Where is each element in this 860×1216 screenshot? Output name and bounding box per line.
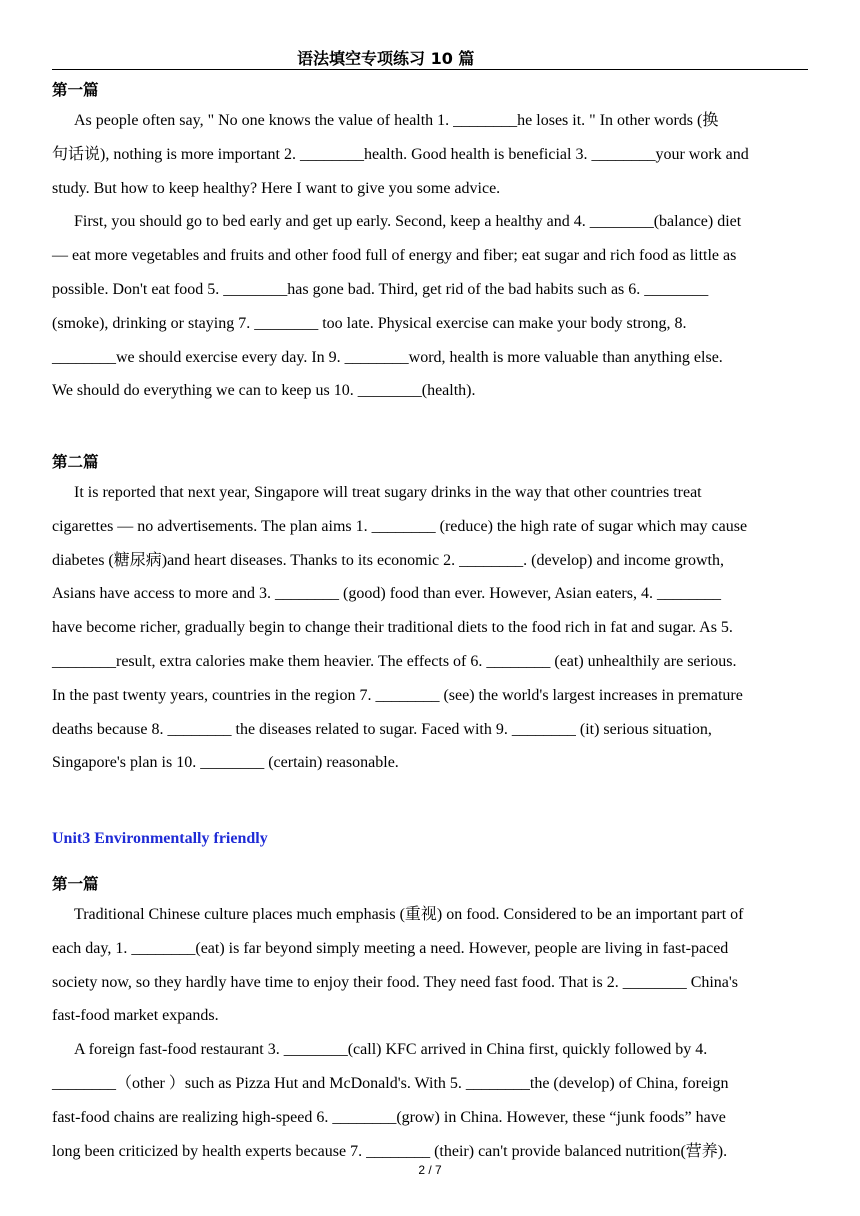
text-line: cigarettes — no advertisements. The plan aims 1. ________ (reduce) the high rate of sugar which may cause xyxy=(52,517,748,535)
section-label-1: 第一篇 xyxy=(52,81,99,99)
section-label-2: 第二篇 xyxy=(52,453,99,471)
text-line: fast-food market expands. xyxy=(52,1007,219,1025)
text-line: each day, 1. ________(eat) is far beyond simply meeting a need. However, people are living in fast-paced xyxy=(52,939,729,957)
text-line: Traditional Chinese culture places much emphasis (重视) on food. Considered to be an important part of xyxy=(74,906,744,923)
text-line: have become richer, gradually begin to change their traditional diets to the food rich in fat and sugar. As 5. xyxy=(52,619,733,637)
text-line: deaths because 8. ________ the diseases related to sugar. Faced with 9. ________ (it) serious situation, xyxy=(52,720,712,738)
text-line: We should do everything we can to keep us 10. ________(health). xyxy=(52,382,476,400)
text-line: fast-food chains are realizing high-speed 6. ________(grow) in China. However, these “junk foods” have xyxy=(52,1108,726,1126)
passage-3 xyxy=(52,898,808,1168)
text-line: ________we should exercise every day. In 9. ________word, health is more valuable than anything else. xyxy=(52,348,723,366)
text-line: As people often say, " No one knows the value of health 1. ________he loses it. " In other words (换 xyxy=(74,112,719,129)
text-line: Singapore's plan is 10. ________ (certain) reasonable. xyxy=(52,754,399,772)
text-line: study. But how to keep healthy? Here I want to give you some advice. xyxy=(52,179,501,197)
text-line: ________result, extra calories make them heavier. The effects of 6. ________ (eat) unhealthily are serious. xyxy=(52,652,737,670)
unit-heading: Unit3 Environmentally friendly xyxy=(52,830,268,847)
page-number: 2 / 7 xyxy=(418,1163,442,1177)
text-line: First, you should go to bed early and get up early. Second, keep a healthy and 4. ________(balance) diet xyxy=(74,213,742,231)
passage-1 xyxy=(52,104,808,408)
header-divider xyxy=(52,69,808,70)
document-title: 语法填空专项练习 10 篇 xyxy=(297,49,475,68)
text-line: It is reported that next year, Singapore will treat sugary drinks in the way that other countries treat xyxy=(74,484,702,501)
text-line: A foreign fast-food restaurant 3. ________(call) KFC arrived in China first, quickly followed by 4. xyxy=(74,1041,708,1059)
text-line: Asians have access to more and 3. ________ (good) food than ever. However, Asian eaters, 4. ________ xyxy=(52,585,721,603)
text-line: diabetes (糖尿病)and heart diseases. Thanks to its economic 2. ________. (develop) and income growth, xyxy=(52,551,724,569)
text-line: society now, so they hardly have time to enjoy their food. They need fast food. That is 2. ________ China's xyxy=(52,973,739,991)
text-line: In the past twenty years, countries in the region 7. ________ (see) the world's largest increases in premature xyxy=(52,686,743,704)
text-line: ________（other ）such as Pizza Hut and McDonald's. With 5. ________the (develop) of China, foreign xyxy=(52,1074,729,1092)
passage-2 xyxy=(52,476,808,780)
text-line: 句话说), nothing is more important 2. ________health. Good health is beneficial 3. ________your work and xyxy=(52,145,749,163)
text-line: possible. Don't eat food 5. ________has gone bad. Third, get rid of the bad habits such as 6. ________ xyxy=(52,280,709,298)
text-line: long been criticized by health experts because 7. ________ (their) can't provide balanced nutrition(营养). xyxy=(52,1142,728,1160)
text-line: (smoke), drinking or staying 7. ________ too late. Physical exercise can make your body strong, 8. xyxy=(52,314,687,332)
section-label-3: 第一篇 xyxy=(52,875,99,893)
text-line: — eat more vegetables and fruits and other food full of energy and fiber; eat sugar and rich food as little as xyxy=(52,247,737,265)
